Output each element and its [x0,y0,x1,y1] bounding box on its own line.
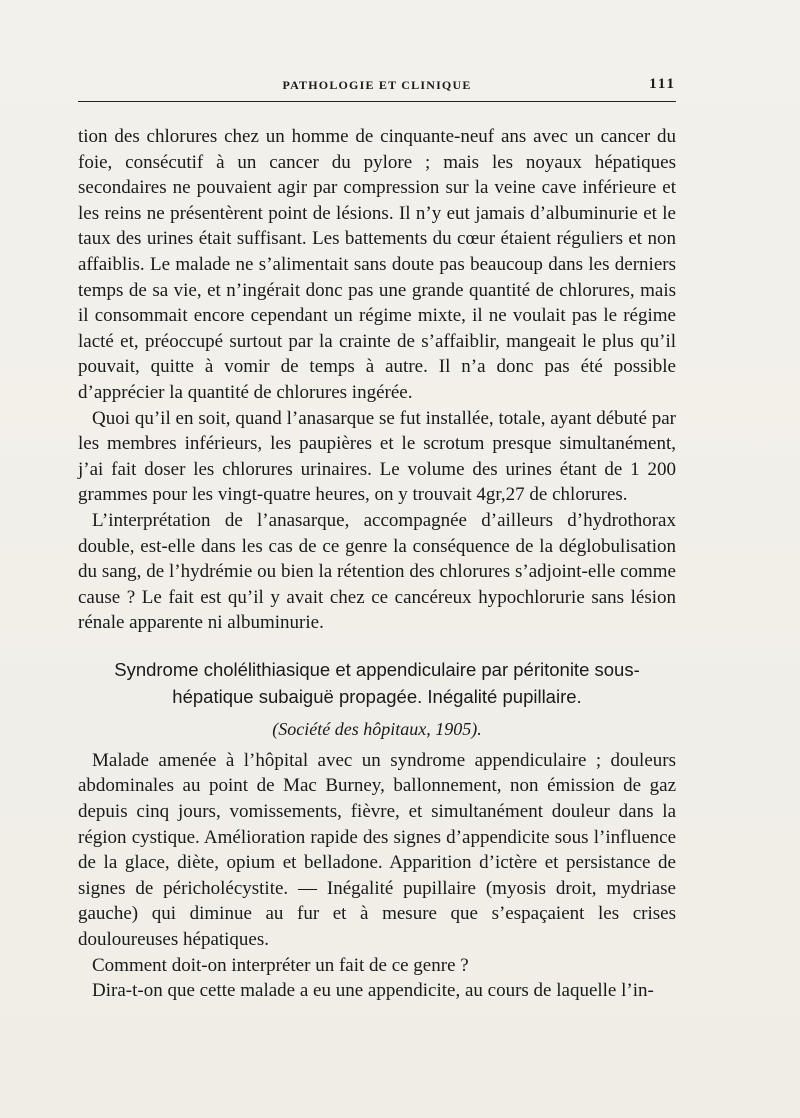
section-citation: (Société des hôpitaux, 1905). [272,718,482,739]
body-text [78,124,676,1004]
paragraph-3: L’interprétation de l’anasarque, accompagnée d’ailleurs d’hydrothorax double, est-elle dans les cas de ce genre la conséquence de la déglobulisation du sang, de l’hydrémie ou bien la rétention des chlorures s’adjoint-elle comme cause ? Le fait est qu’il y avait chez ce cancéreux hypochlorurie sans lésion rénale apparente ni albuminurie. [78,509,676,634]
section-paragraph-2: Comment doit-on interpréter un fait de ce genre ? [92,954,469,976]
section-title: Syndrome cholélithiasique et appendiculaire par péritonite sous-hépatique subaiguë propagée. Inégalité pupillaire. [114,658,640,707]
paragraph-1: tion des chlorures chez un homme de cinquante-neuf ans avec un cancer du foie, consécutif à un cancer du pylore ; mais les noyaux hépatiques secondaires ne pouvaient agir par compression sur la veine cave inférieure et les reins ne présentèrent point de lésions. Il n’y eut jamais d’albuminurie et le taux des urines était suffisant. Les battements du cœur étaient réguliers et non affaiblis. Le malade ne s’alimentait sans doute pas beaucoup dans les derniers temps de sa vie, et n’ingérait donc pas une grande quantité de chlorures, mais il consommait encore cependant un régime mixte, il ne voulait pas le régime lacté et, préoccupé surtout par la crainte de s’affaiblir, mangeait le plus qu’il pouvait, quitte à vomir de temps à autre. Il n’a donc pas été possible d’apprécier la quantité de chlorures ingérée. [78,126,676,403]
page-number: 111 [649,76,676,92]
running-title: PATHOLOGIE ET CLINIQUE [282,78,472,92]
section-paragraph-1: Malade amenée à l’hôpital avec un syndrome appendiculaire ; douleurs abdominales au point de Mac Burney, ballonnement, non émission de gaz depuis cinq jours, vomissements, fièvre, et simultanément douleur dans la région cystique. Amélioration rapide des signes d’appendicite sous l’influence de la glace, diète, opium et belladone. Apparition d’ictère et persistance de signes de péricholécystite. — Inégalité pupillaire (myosis droit, mydriase gauche) qui diminue au fur et à mesure que s’espaçaient les crises douloureuses hépatiques. [78,749,676,951]
running-header [78,74,676,100]
header-rule [78,101,676,102]
paragraph-2: Quoi qu’il en soit, quand l’anasarque se fut installée, totale, ayant débuté par les membres inférieurs, les paupières et le scrotum presque simultanément, j’ai fait doser les chlorures urinaires. Le volume des urines étant de 1 200 grammes pour les vingt-quatre heures, on y trouvait 4gr,27 de chlorures. [78,407,676,506]
section-paragraph-3: Dira-t-on que cette malade a eu une appendicite, au cours de laquelle l’in- [92,980,654,1002]
